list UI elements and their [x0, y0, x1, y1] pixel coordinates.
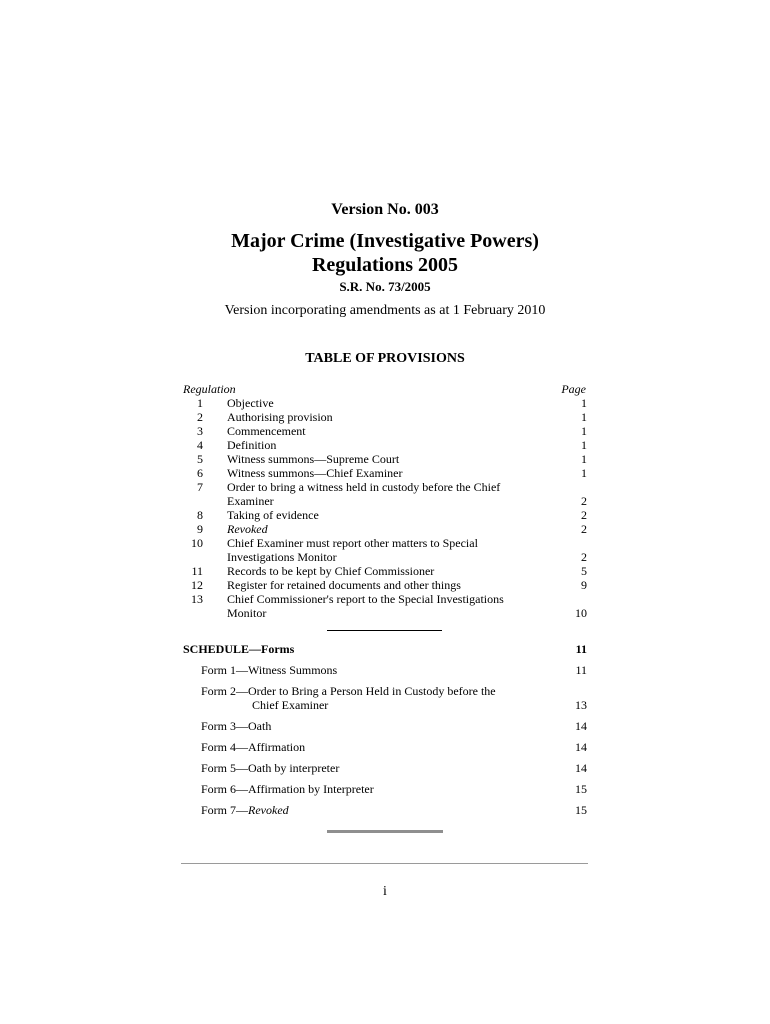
toc-entry-number: 2	[197, 410, 203, 424]
schedule-page: 11	[575, 642, 587, 656]
toc-entry-page: 2	[581, 494, 587, 508]
toc-entry-title: Order to bring a witness held in custody before the Chief Examiner	[227, 480, 501, 508]
form-page: 15	[575, 803, 587, 817]
toc-entry[interactable]	[183, 438, 587, 452]
toc-entry[interactable]	[183, 564, 587, 578]
toc-entry-title: Taking of evidence	[227, 508, 319, 522]
form-entry[interactable]	[201, 719, 587, 733]
toc-entry-title: Authorising provision	[227, 410, 333, 424]
toc-entry-number: 8	[197, 508, 203, 522]
form-page: 14	[575, 740, 587, 754]
toc-entry[interactable]	[183, 578, 587, 592]
toc-entry[interactable]	[183, 522, 587, 536]
form-prefix: Form 7—	[201, 803, 249, 817]
form-entry[interactable]	[201, 684, 587, 712]
toc-entry[interactable]	[183, 536, 587, 564]
toc-entry-number: 4	[197, 438, 203, 452]
toc-entry-page: 2	[581, 550, 587, 564]
toc-entry-page: 10	[575, 606, 587, 620]
form-prefix: Form 2—	[201, 684, 249, 698]
toc-entry[interactable]	[183, 424, 587, 438]
form-prefix: Form 6—	[201, 782, 249, 796]
toc-entry-number: 11	[191, 564, 203, 578]
form-prefix: Form 4—	[201, 740, 249, 754]
toc-regulations-list	[183, 396, 587, 620]
form-entry[interactable]	[201, 803, 587, 817]
form-entry[interactable]	[201, 761, 587, 775]
toc-entry-number: 6	[197, 466, 203, 480]
document-title	[0, 229, 770, 277]
toc-entry[interactable]	[183, 396, 587, 410]
toc-column-regulation: Regulation	[183, 382, 236, 396]
toc-entry-page: 1	[581, 466, 587, 480]
toc-entry-title: Witness summons—Chief Examiner	[227, 466, 403, 480]
toc-entry-page: 9	[581, 578, 587, 592]
form-prefix: Form 1—	[201, 663, 249, 677]
toc-entry[interactable]	[183, 592, 587, 620]
form-entry[interactable]	[201, 740, 587, 754]
toc-entry-page: 1	[581, 452, 587, 466]
toc-entry-number: 1	[197, 396, 203, 410]
schedule-forms-list	[201, 663, 587, 824]
toc-entry-number: 7	[197, 480, 203, 494]
form-page: 11	[575, 663, 587, 677]
version-number: Version No. 003	[331, 201, 439, 218]
form-page: 14	[575, 719, 587, 733]
toc-entry-number: 5	[197, 452, 203, 466]
section-divider	[327, 630, 442, 631]
form-title: Affirmation by Interpreter	[248, 782, 374, 796]
end-of-contents-rule	[327, 830, 443, 833]
form-title: Order to Bring a Person Held in Custody before the	[248, 684, 496, 698]
footer-rule	[181, 863, 588, 864]
form-title: Revoked	[248, 803, 289, 817]
toc-entry[interactable]	[183, 480, 587, 508]
toc-entry[interactable]	[183, 508, 587, 522]
toc-entry-title: Commencement	[227, 424, 306, 438]
form-page: 15	[575, 782, 587, 796]
toc-entry-page: 1	[581, 424, 587, 438]
form-entry[interactable]	[201, 663, 587, 677]
toc-heading: TABLE OF PROVISIONS	[305, 351, 465, 366]
page-number: i	[383, 884, 387, 899]
toc-entry-number: 9	[197, 522, 203, 536]
toc-entry-number: 3	[197, 424, 203, 438]
toc-entry-page: 1	[581, 438, 587, 452]
toc-entry[interactable]	[183, 452, 587, 466]
version-incorporating-note: Version incorporating amendments as at 1 February 2010	[224, 303, 546, 318]
toc-entry-title: Chief Examiner must report other matters to Special Investigations Monitor	[227, 536, 478, 564]
toc-entry-page: 1	[581, 396, 587, 410]
toc-entry[interactable]	[183, 466, 587, 480]
toc-entry-title: Objective	[227, 396, 274, 410]
form-prefix: Form 3—	[201, 719, 249, 733]
form-page: 13	[575, 698, 587, 712]
toc-entry[interactable]	[183, 410, 587, 424]
toc-entry-number: 12	[191, 578, 203, 592]
toc-entry-page: 1	[581, 410, 587, 424]
toc-entry-title: Register for retained documents and other things	[227, 578, 461, 592]
toc-entry-page: 2	[581, 508, 587, 522]
document-title-line-2: Regulations 2005	[311, 254, 459, 276]
form-page: 14	[575, 761, 587, 775]
toc-entry-title: Definition	[227, 438, 277, 452]
statutory-rule-number: S.R. No. 73/2005	[339, 279, 431, 294]
schedule-heading: SCHEDULE—Forms	[183, 642, 295, 656]
form-title: Affirmation	[248, 740, 306, 754]
toc-entry-title: Witness summons—Supreme Court	[227, 452, 400, 466]
form-prefix: Form 5—	[201, 761, 249, 775]
form-title-continuation: Chief Examiner	[252, 698, 329, 712]
form-title: Witness Summons	[248, 663, 338, 677]
toc-entry-title: Revoked	[227, 522, 268, 536]
toc-entry-page: 2	[581, 522, 587, 536]
toc-entry-number: 10	[191, 536, 203, 550]
toc-entry-title: Records to be kept by Chief Commissioner	[227, 564, 435, 578]
toc-entry-title: Chief Commissioner's report to the Special Investigations Monitor	[227, 592, 504, 620]
toc-column-page: Page	[561, 382, 586, 396]
form-title: Oath	[248, 719, 272, 733]
toc-entry-number: 13	[191, 592, 203, 606]
form-entry[interactable]	[201, 782, 587, 796]
document-title-line-1: Major Crime (Investigative Powers)	[231, 230, 539, 252]
toc-entry-page: 5	[581, 564, 587, 578]
schedule-heading-row[interactable]	[183, 642, 587, 657]
form-title: Oath by interpreter	[248, 761, 340, 775]
